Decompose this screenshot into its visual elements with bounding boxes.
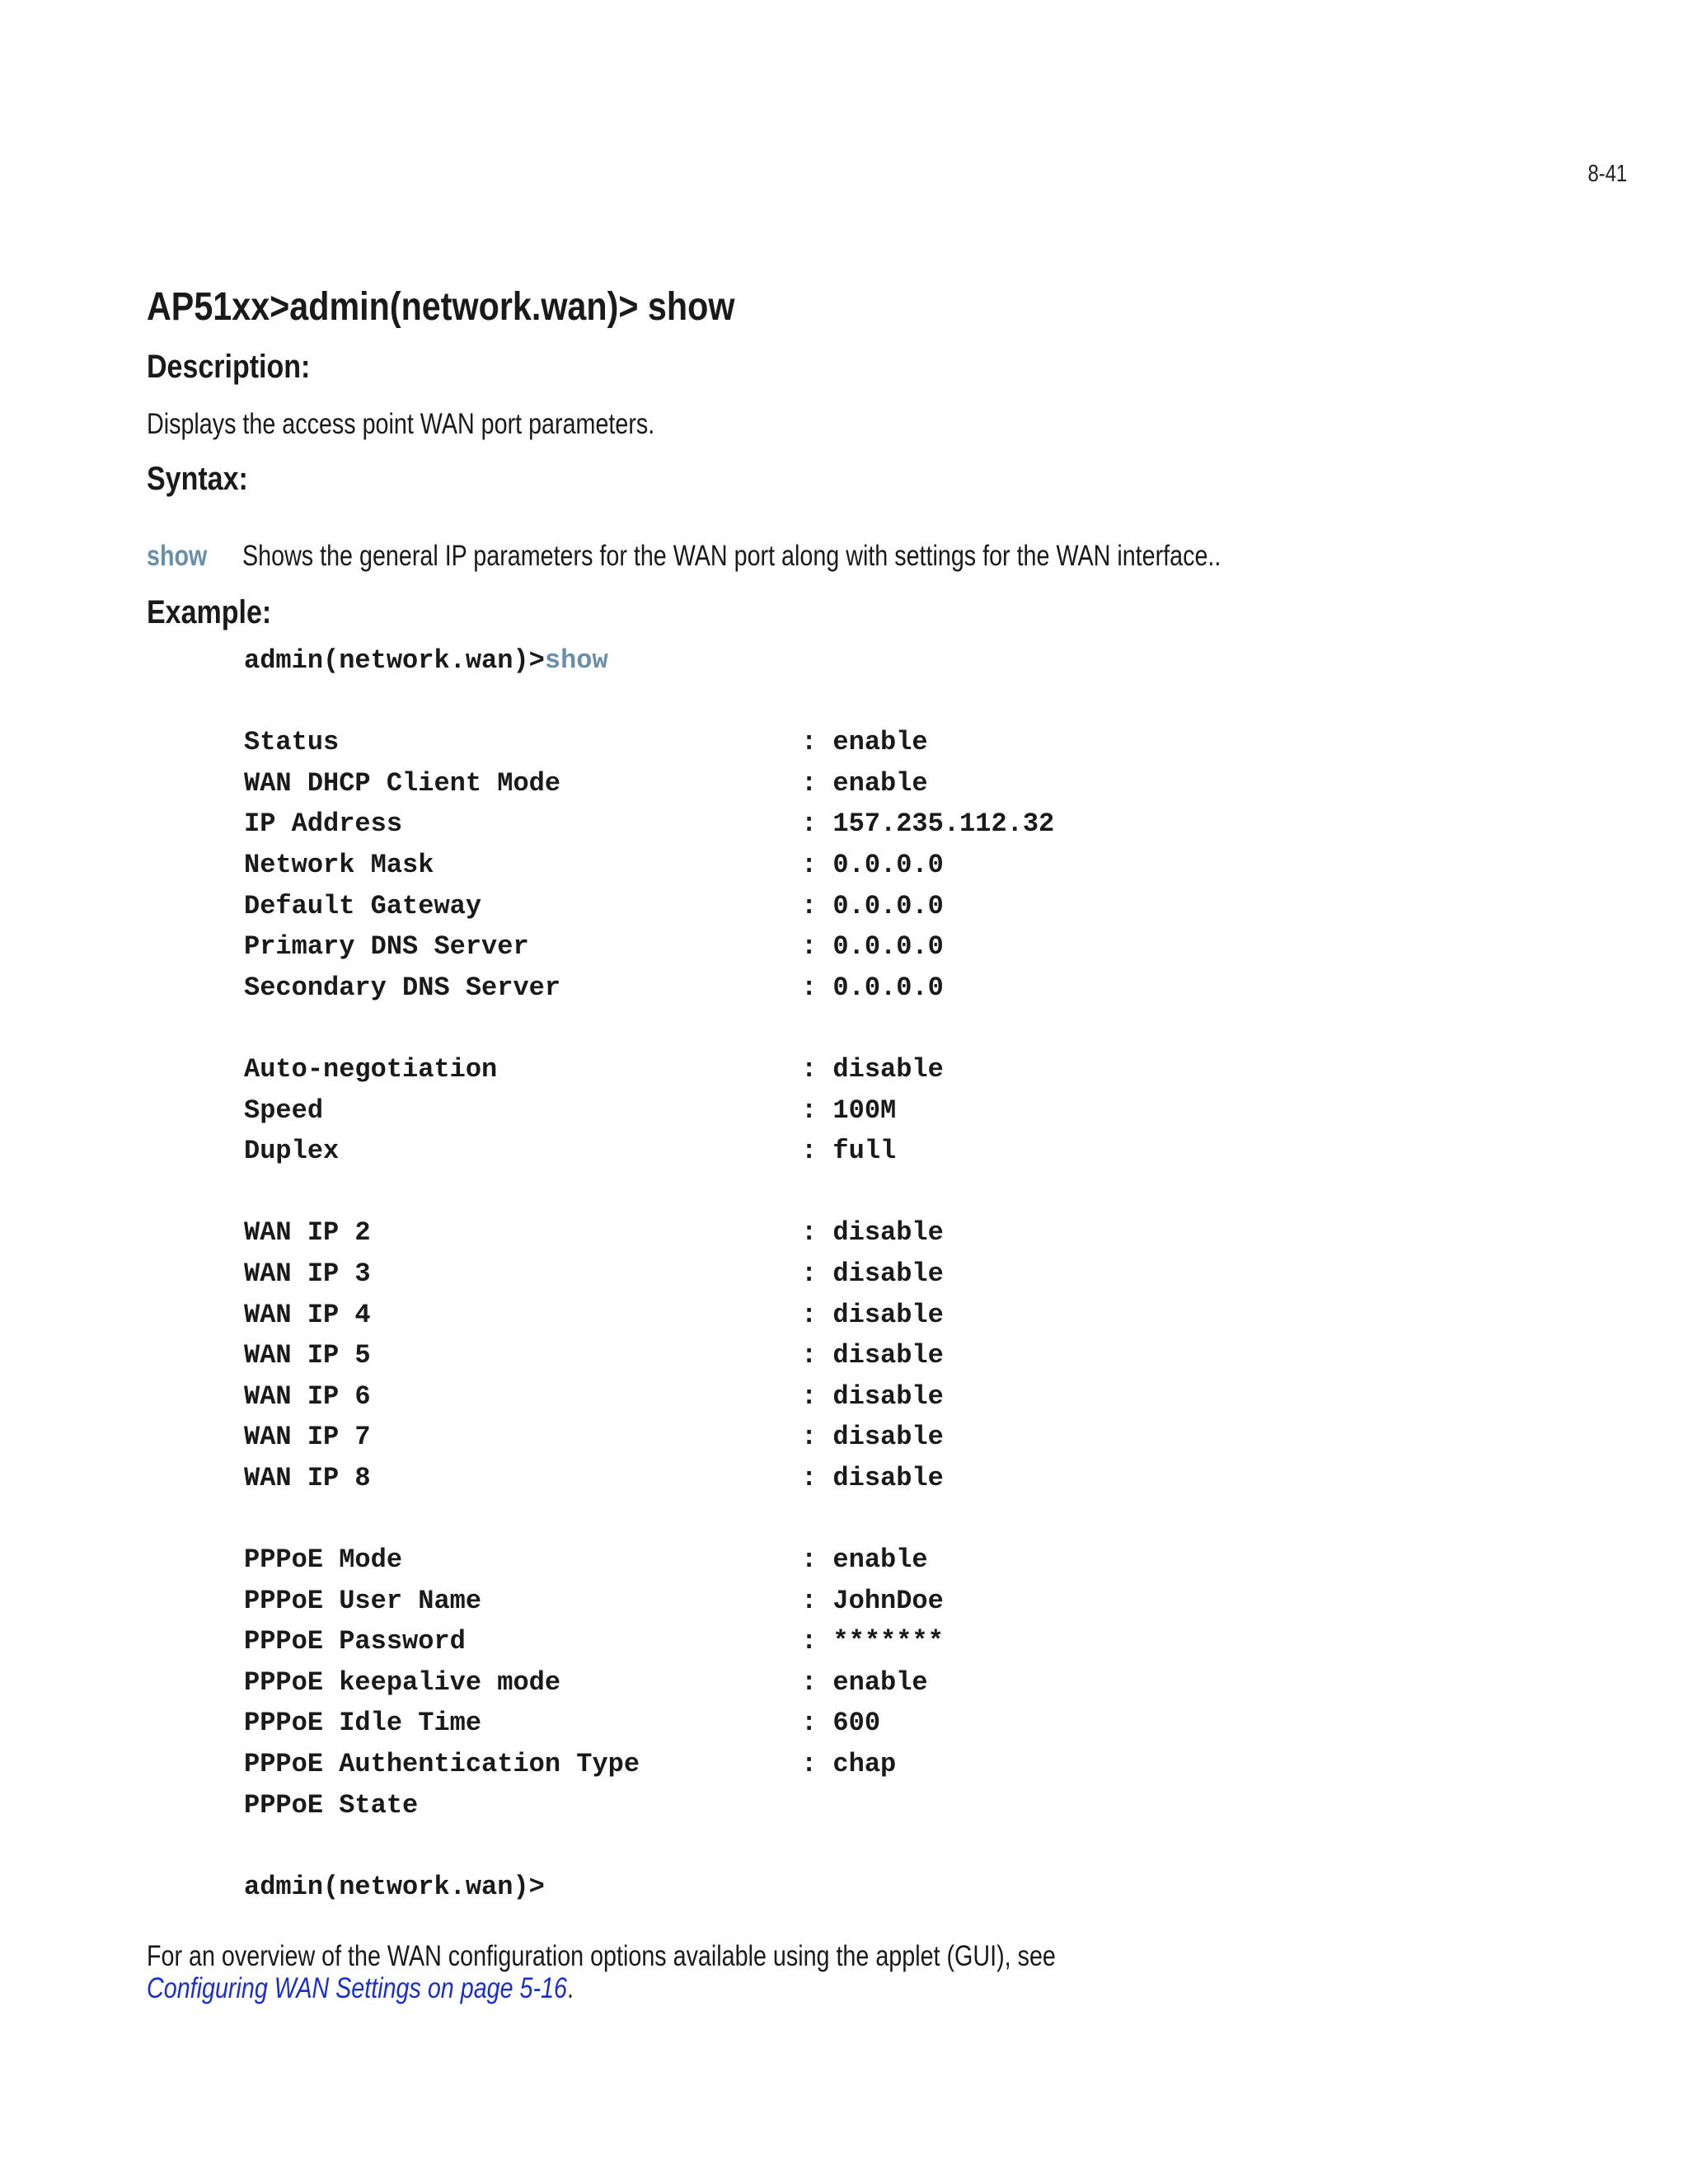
example-field-value: : disable [801,1258,944,1289]
example-field-label: Primary DNS Server [244,931,529,963]
example-prompt: admin(network.wan)> [244,645,545,676]
example-field-row [244,1703,1630,1744]
example-field-row [244,1581,1630,1622]
example-field-row [244,1049,1630,1090]
description-heading-text: Description: [147,349,311,385]
example-field-value: : 0.0.0.0 [801,931,944,963]
example-field-row [244,1417,1630,1458]
command-title [147,284,1630,330]
example-field-value: : 0.0.0.0 [801,849,944,880]
footer-trailing: . [567,1972,574,2005]
example-field-value: : enable [801,727,928,758]
example-field-row [244,1785,1630,1826]
example-field-label: WAN IP 5 [244,1340,371,1371]
example-field-value: : enable [801,1666,928,1698]
example-field-row [244,968,1630,1009]
example-field-row [244,845,1630,886]
example-field-value: : ******* [801,1626,944,1657]
example-field-row [244,804,1630,845]
footer-paragraph [147,1940,1630,2004]
example-field-label: WAN IP 3 [244,1258,371,1289]
syntax-heading-text: Syntax: [147,461,248,497]
description-text [147,406,1630,443]
page-number: 8-41 [1587,161,1627,187]
syntax-keyword: show [147,540,208,572]
syntax-row [147,538,1630,574]
example-field-row [244,926,1630,968]
example-field-value: : 600 [801,1708,881,1739]
example-field-label: Secondary DNS Server [244,972,561,1003]
example-field-label: Status [244,727,340,758]
example-field-value: : disable [801,1053,944,1085]
example-field-row [244,886,1630,927]
description-text-content: Displays the access point WAN port parameters. [147,408,655,440]
page-content [147,284,1630,2033]
example-field-row [244,1662,1630,1704]
example-field-row [244,1254,1630,1295]
example-field-label: PPPoE Mode [244,1544,403,1576]
example-groups [244,682,1630,1826]
example-field-value: : chap [801,1749,897,1780]
example-field-label: PPPoE Password [244,1626,466,1657]
example-field-label: WAN IP 2 [244,1217,371,1249]
example-field-label: Auto-negotiation [244,1053,498,1085]
syntax-description: Shows the general IP parameters for the WAN port along with settings for the WAN interface.. [242,540,1221,572]
example-field-value: : full [801,1136,897,1167]
example-field-row [244,1458,1630,1499]
example-field-value: : JohnDoe [801,1585,944,1616]
example-field-row [244,1621,1630,1662]
example-field-label: IP Address [244,808,403,840]
example-field-row [244,1131,1630,1172]
example-field-label: PPPoE User Name [244,1585,482,1616]
description-heading [147,347,1630,387]
example-field-label: PPPoE State [244,1789,419,1821]
example-field-row [244,722,1630,763]
example-field-value: : disable [801,1422,944,1453]
example-heading-text: Example: [147,594,272,630]
example-field-value: : disable [801,1340,944,1371]
example-field-label: PPPoE keepalive mode [244,1666,561,1698]
example-field-label: Speed [244,1094,324,1126]
example-end-prompt: admin(network.wan)> [244,1871,545,1902]
syntax-heading [147,459,1630,499]
command-title-text: AP51xx>admin(network.wan)> show [147,285,735,329]
example-field-value: : disable [801,1299,944,1330]
example-field-value: : 0.0.0.0 [801,972,944,1003]
example-field-value: : disable [801,1217,944,1249]
example-field-row [244,1744,1630,1785]
example-field-label: WAN IP 7 [244,1422,371,1453]
example-field-value: : enable [801,767,928,799]
example-field-label: WAN IP 4 [244,1299,371,1330]
example-heading [147,593,1630,632]
example-field-label: WAN DHCP Client Mode [244,767,561,799]
configuring-wan-settings-link[interactable]: Configuring WAN Settings on page 5-16 [147,1972,568,2005]
example-field-row [244,1335,1630,1376]
example-field-value: : enable [801,1544,928,1576]
example-field-label: WAN IP 8 [244,1462,371,1493]
example-field-label: Default Gateway [244,890,482,921]
example-field-label: Duplex [244,1136,340,1167]
example-field-value: : disable [801,1462,944,1493]
example-field-label: Network Mask [244,849,434,880]
example-field-row [244,1090,1630,1132]
example-field-row [244,1212,1630,1254]
example-field-row [244,1295,1630,1336]
example-field-row [244,1376,1630,1418]
example-field-value: : 100M [801,1094,897,1126]
example-output [244,640,1630,1907]
example-field-value: : disable [801,1380,944,1412]
example-field-label: WAN IP 6 [244,1380,371,1412]
footer-text: For an overview of the WAN configuration options available using the applet (GUI), see [147,1940,1056,1973]
example-command: show [544,645,608,676]
example-field-label: PPPoE Idle Time [244,1708,482,1739]
example-field-value: : 0.0.0.0 [801,890,944,921]
example-field-row [244,1540,1630,1581]
example-command-line [244,640,1630,682]
example-field-row [244,763,1630,804]
example-field-label: PPPoE Authentication Type [244,1749,640,1780]
example-field-value: : 157.235.112.32 [801,808,1055,840]
